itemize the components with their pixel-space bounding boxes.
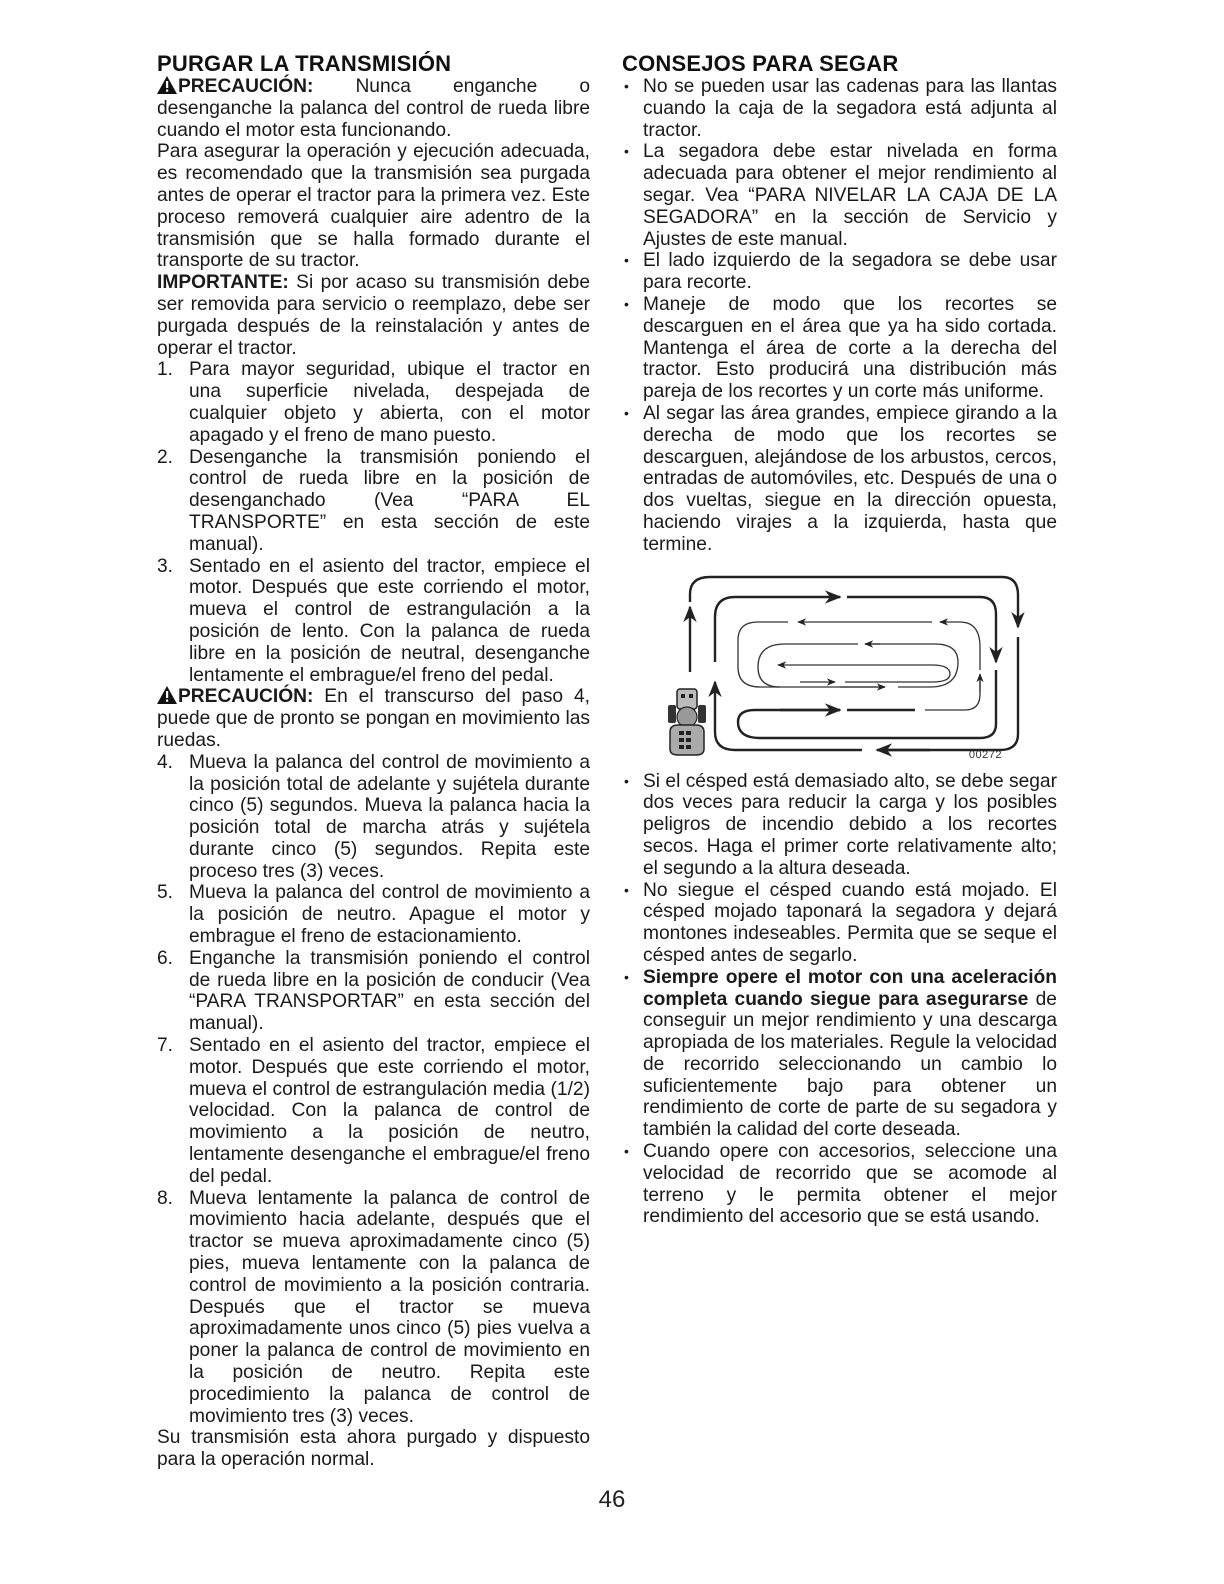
important-text: Si por acaso su transmisión debe ser removida para servicio o reemplazo, debe ser purgada después de la reinstalación y antes de operar el tractor. — [157, 272, 590, 359]
purge-steps-list-b — [157, 752, 590, 1428]
mowing-pattern-diagram — [640, 562, 1040, 767]
page-number: 46 — [598, 1486, 626, 1513]
tip-text: Al segar las área grandes, empiece girando a la derecha de modo que los recortes se descarguen, alejándose de los arbustos, cercos, entradas de automóviles, etc. Después de una o dos vueltas, siegue en la dirección opuesta, haciendo virajes a la izquierda, hasta que termine. — [643, 402, 1057, 555]
step-number: 5. — [157, 882, 174, 904]
step-item — [157, 1188, 590, 1428]
tip-item — [622, 1141, 1057, 1228]
caution-label: PRECAUCIÓN: — [178, 76, 314, 97]
warning-triangle-icon — [157, 76, 177, 94]
step-text: Mueva la palanca del control de movimiento a la posición total de adelante y sujételа durante cinco (5) segundos. Mueva la palanca hacia la posición total de marcha atrás y sujétela durante cinco (5) segundos. Repita este proceso tres (3) veces. — [189, 751, 590, 882]
lawn-tractor-icon — [662, 687, 712, 757]
step-text: Mueva lentamente la palanca de control de movimiento hacia adelante, después que el tractor se mueva aproximadamente cinco (5) pies, mueva lentamente con la palanca de control de movimiento a la posición contraria. Después que el tractor se mueva aproximadamente unos cinco (5) pies vuelva a poner la palanca de control de movimiento en la posición de neutro. Repita este procedimiento la palanca de control de movimiento tres (3) veces. — [189, 1187, 590, 1427]
tip-text: No se pueden usar las cadenas para las llantas cuando la caja de la segadora está adjunta al tractor. — [643, 76, 1057, 141]
bullet-icon: • — [624, 968, 629, 985]
bullet-icon: • — [624, 295, 629, 312]
bullet-icon: • — [624, 404, 629, 421]
tip-item — [622, 141, 1057, 250]
step-text: Enganche la transmisión poniendo el control de rueda libre en la posición de conducir (Vea “PARA TRANSPORTAR” en esta sección del manual). — [189, 947, 590, 1035]
step-text: Sentado en el asiento del tractor, empiece el motor. Después que este corriendo el motor, mueva el control de estrangulación media (1/2) velocidad. Con la palanca de control de movimiento a la posición de neutro, lentamente desenganche el embrague/el freno del pedal. — [189, 1035, 590, 1187]
important-paragraph — [157, 272, 590, 359]
warning-triangle-icon — [157, 686, 177, 704]
tip-bold-text: Siempre opere el motor con una aceleración completa cuando siegue para asegurarse — [643, 966, 1057, 1010]
intro-paragraph: Para asegurar la operación y ejecución adecuada, es recomendado que la transmisión sea purgada antes de operar el tractor para la primera vez. Este proceso removerá cualquier aire adentro de la transmisión que se halla formado durante el transporte de su tractor. — [157, 141, 590, 272]
tip-text: El lado izquierdo de la segadora se debe usar para recorte. — [643, 250, 1057, 294]
section-title-consejos: CONSEJOS PARA SEGAR — [622, 51, 899, 76]
step-number: 6. — [157, 947, 174, 969]
tip-text: No siegue el césped cuando está mojado. El césped mojado taponará la segadora y dejará montones indeseables. Permita que se seque el césped antes de segarlo. — [643, 879, 1057, 966]
step-item — [157, 752, 590, 883]
purge-steps-list-a — [157, 359, 590, 686]
step-item — [157, 447, 590, 556]
important-label: IMPORTANTE: — [157, 272, 289, 294]
bullet-icon: • — [624, 78, 629, 94]
step-item — [157, 948, 590, 1035]
mowing-tips-list-b — [622, 771, 1057, 1229]
tip-item — [622, 880, 1057, 967]
step-number: 1. — [157, 359, 174, 381]
right-column — [622, 52, 1057, 1228]
caution-label: PRECAUCIÓN: — [178, 686, 314, 708]
step-text: Sentado en el asiento del tractor, empiece el motor. Después que este corriendo el motor, mueva el control de estrangulación a la posición de lento. Con la palanca de rueda libre en la posición de neutral, desenganche lentamente el embrague/el freno del pedal. — [189, 555, 590, 686]
tip-item — [622, 967, 1057, 1141]
bullet-icon: • — [624, 143, 629, 160]
tip-item — [622, 76, 1057, 141]
bullet-icon: • — [624, 772, 629, 789]
step-number: 7. — [157, 1035, 174, 1057]
bullet-icon: • — [624, 1143, 629, 1160]
step-text: Para mayor seguridad, ubique el tractor en una superficie nivelada, despejada de cualquier objeto y abierta, con el motor apagado y el freno de mano puesto. — [189, 359, 590, 446]
step-number: 8. — [157, 1187, 174, 1209]
step-item — [157, 1035, 590, 1188]
tip-item — [622, 294, 1057, 403]
tip-text: Si el césped está demasiado alto, se debe segar dos veces para reducir la carga y los posibles peligros de incendio debido a los recortes secos. Haga el primer corte relativamente alto; el segundo a la altura deseada. — [643, 770, 1057, 879]
left-column — [157, 52, 590, 1471]
caution-paragraph-1 — [157, 76, 590, 141]
step-number: 4. — [157, 751, 174, 773]
step-item — [157, 556, 590, 687]
bullet-icon: • — [624, 252, 629, 269]
tip-text: Cuando opere con accesorios, seleccione una velocidad de recorrido que se acomode al terreno y le permita obtener el mejor rendimiento del accesorio que se está usando. — [643, 1141, 1057, 1228]
tip-text: La segadora debe estar nivelada en forma adecuada para obtener el mejor rendimiento al segar. Vea “PARA NIVELAR LA CAJA DE LA SEGADORA” en la sección de Servicio y Ajustes de este manual. — [643, 141, 1057, 250]
step-item — [157, 882, 590, 947]
step-number: 2. — [157, 446, 174, 468]
step-text: Mueva la palanca del control de movimiento a la posición de neutro. Apague el motor y embrague el freno de estacionamiento. — [189, 882, 590, 948]
step-item — [157, 359, 590, 446]
bullet-icon: • — [624, 881, 629, 898]
caution-text: En el transcurso del paso 4, puede que de pronto se pongan en movimiento las ruedas. — [157, 686, 590, 751]
tip-text: Maneje de modo que los recortes se descarguen en el área que ya ha sido cortada. Mantenga el área de corte a la derecha del tractor. Esto producirá una distribución más pareja de los recortes y un corte más uniforme. — [643, 293, 1057, 403]
tip-item — [622, 250, 1057, 294]
closing-paragraph: Su transmisión esta ahora purgado y dispuesto para la operación normal. — [157, 1427, 590, 1471]
caution-text: Nunca enganche o desenganche la palanca del control de rueda libre cuando el motor esta funcionando. — [157, 76, 590, 141]
step-text: Desenganche la transmisión poniendo el control de rueda libre en la posición de desenganchado (Vea “PARA EL TRANSPORTE” en esta sección de este manual). — [189, 446, 590, 555]
figure-id: 00272 — [968, 748, 1002, 761]
section-title-purgar: PURGAR LA TRANSMISIÓN — [157, 51, 452, 76]
caution-paragraph-2 — [157, 686, 590, 751]
mowing-tips-list-a — [622, 76, 1057, 556]
tip-item — [622, 771, 1057, 880]
tip-item — [622, 403, 1057, 556]
tip-text: de conseguir un mejor rendimiento y una descarga apropiada de los materiales. Regule la velocidad de recorrido seleccionando un cambio lo suficientemente bajo para obtener un rendimiento de corte de parte de su segadora y también la calidad del corte deseada. — [643, 988, 1057, 1141]
step-number: 3. — [157, 555, 174, 577]
